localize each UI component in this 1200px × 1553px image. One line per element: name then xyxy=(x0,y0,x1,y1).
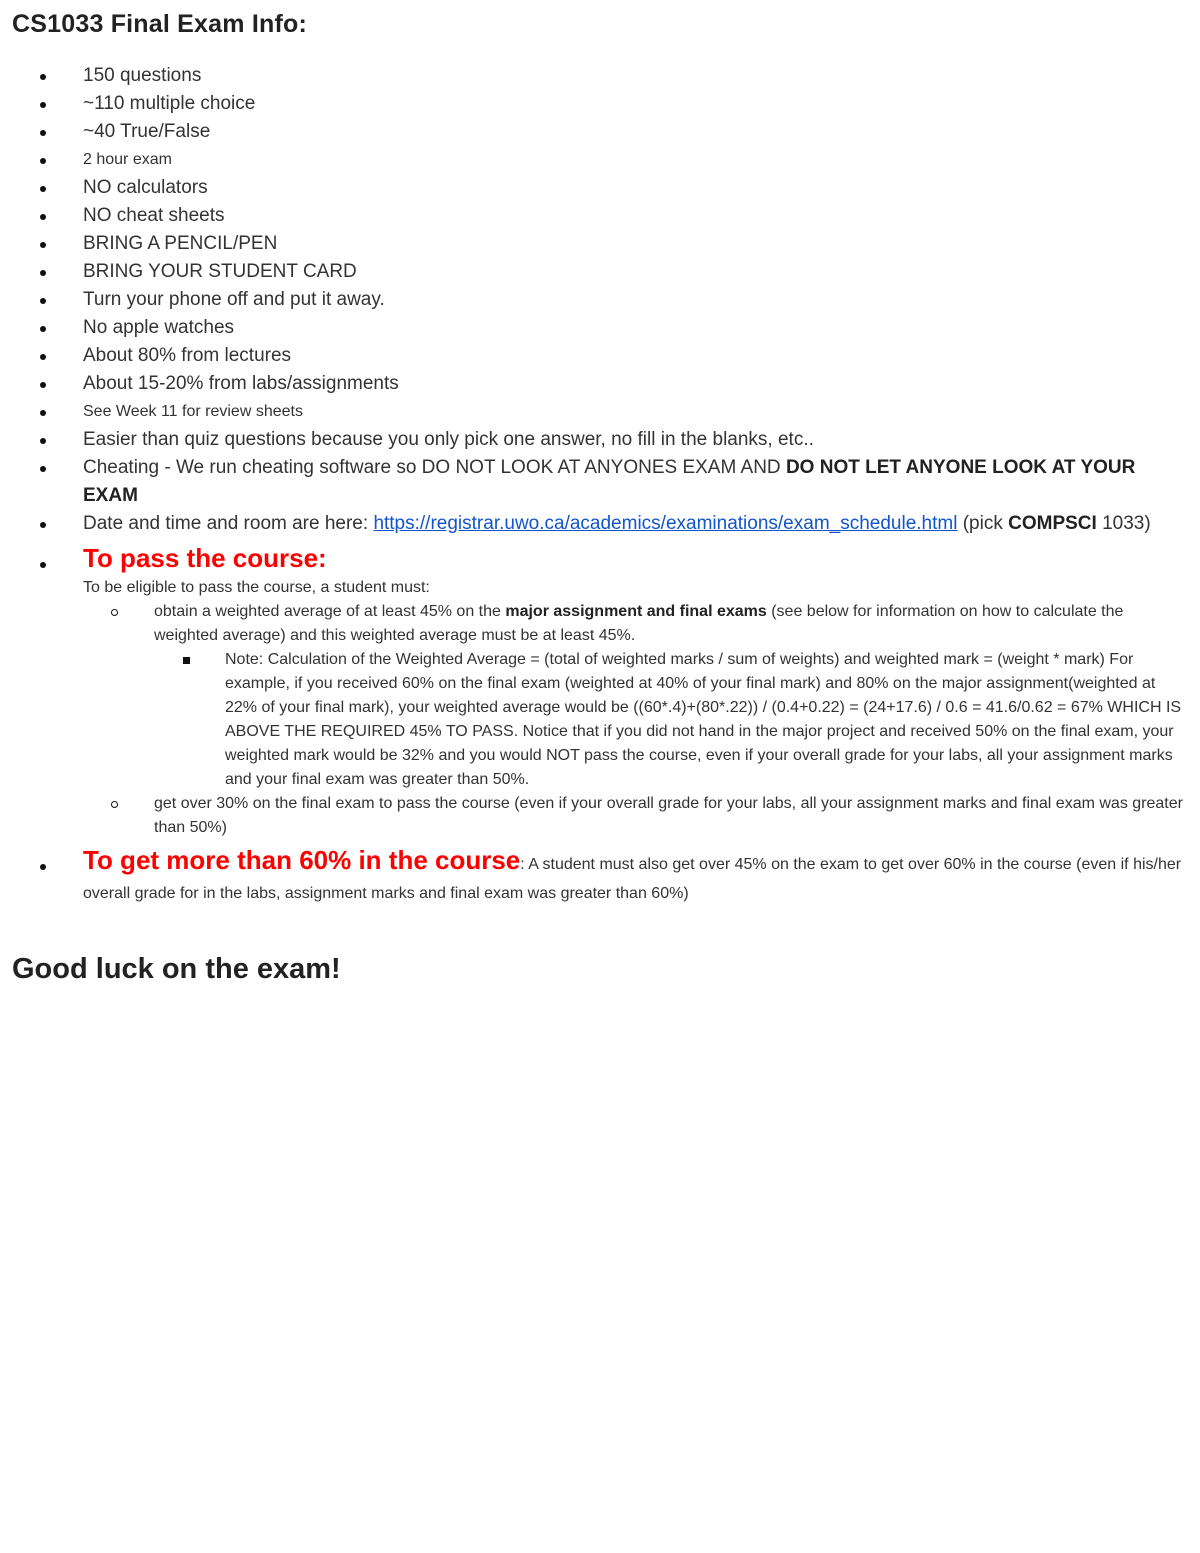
sixty-heading: To get more than 60% in the course xyxy=(83,845,521,875)
req1-suffix: (see below for information on how to calculate the weighted average) and this weighted average must be at least 45%. xyxy=(154,603,1124,644)
pass-intro: To be eligible to pass the course, a student must: xyxy=(83,579,430,596)
closing-heading: Good luck on the exam! xyxy=(12,953,341,985)
list-item: BRING YOUR STUDENT CARD xyxy=(0,258,1190,286)
list-item: No apple watches xyxy=(0,314,1190,342)
list-item: NO cheat sheets xyxy=(0,202,1190,230)
list-item: NO calculators xyxy=(0,174,1190,202)
schedule-item xyxy=(0,510,1190,538)
cheating-text: Cheating - We run cheating software so DO NOT LOOK AT ANYONES EXAM AND xyxy=(83,457,786,478)
course-code: COMPSCI xyxy=(1008,513,1097,534)
sixty-section xyxy=(0,844,1190,908)
list-item: Easier than quiz questions because you only pick one answer, no fill in the blanks, etc.. xyxy=(0,426,1190,454)
list-item: ~110 multiple choice xyxy=(0,90,1190,118)
list-item: About 15-20% from labs/assignments xyxy=(0,370,1190,398)
page-title: CS1033 Final Exam Info: xyxy=(12,10,307,38)
list-item: 150 questions xyxy=(0,62,1190,90)
exam-info-list xyxy=(0,62,1190,908)
list-item: Turn your phone off and put it away. xyxy=(0,286,1190,314)
requirement-item xyxy=(83,600,1190,792)
weighted-average-note: Note: Calculation of the Weighted Average = (total of weighted marks / sum of weights) and weighted mark = (weight * mark) For example, if you received 60% on the final exam (weighted at 40% of your final mark) and 80% on the major assignment(weighted at 22% of your final mark), your weighted average would be ((60*.4)+(80*.22)) / (0.4+0.22) = (24+17.6) / 0.6 = 41.6/0.62 = 67% WHICH IS ABOVE THE REQUIRED 45% TO PASS. Notice that if you did not hand in the major project and received 50% on the final exam, your weighted mark would be 32% and you would NOT pass the course, even if your overall grade for your labs, all your assignment marks and your final exam was greater than 50%. xyxy=(154,648,1190,792)
schedule-middle: (pick xyxy=(957,513,1009,534)
pass-heading: To pass the course: xyxy=(83,543,327,573)
sixty-text: : A student must also get over 45% on the exam to get over 60% in the course (even if his/her overall grade for in the labs, assignment marks and final exam was greater than 60%) xyxy=(83,856,1182,902)
cheating-item xyxy=(0,454,1190,510)
pass-requirements xyxy=(83,600,1190,840)
schedule-text: Date and time and room are here: xyxy=(83,513,374,534)
requirement-item: get over 30% on the final exam to pass the course (even if your overall grade for your labs, all your assignment marks and final exam was greater than 50%) xyxy=(83,792,1190,840)
pass-section xyxy=(0,542,1190,840)
list-item: About 80% from lectures xyxy=(0,342,1190,370)
list-item: See Week 11 for review sheets xyxy=(0,398,1190,426)
schedule-suffix: 1033) xyxy=(1096,513,1151,534)
list-item: BRING A PENCIL/PEN xyxy=(0,230,1190,258)
req1-bold: major assignment and final exams xyxy=(505,603,767,620)
cheating-warning: DO NOT LET ANYONE LOOK AT YOUR EXAM xyxy=(83,457,1136,506)
req1-text: obtain a weighted average of at least 45% on the xyxy=(154,603,506,620)
exam-schedule-link[interactable]: https://registrar.uwo.ca/academics/examinations/exam_schedule.html xyxy=(373,513,958,534)
list-item: 2 hour exam xyxy=(0,146,1190,174)
list-item: ~40 True/False xyxy=(0,118,1190,146)
note-list xyxy=(154,648,1190,792)
